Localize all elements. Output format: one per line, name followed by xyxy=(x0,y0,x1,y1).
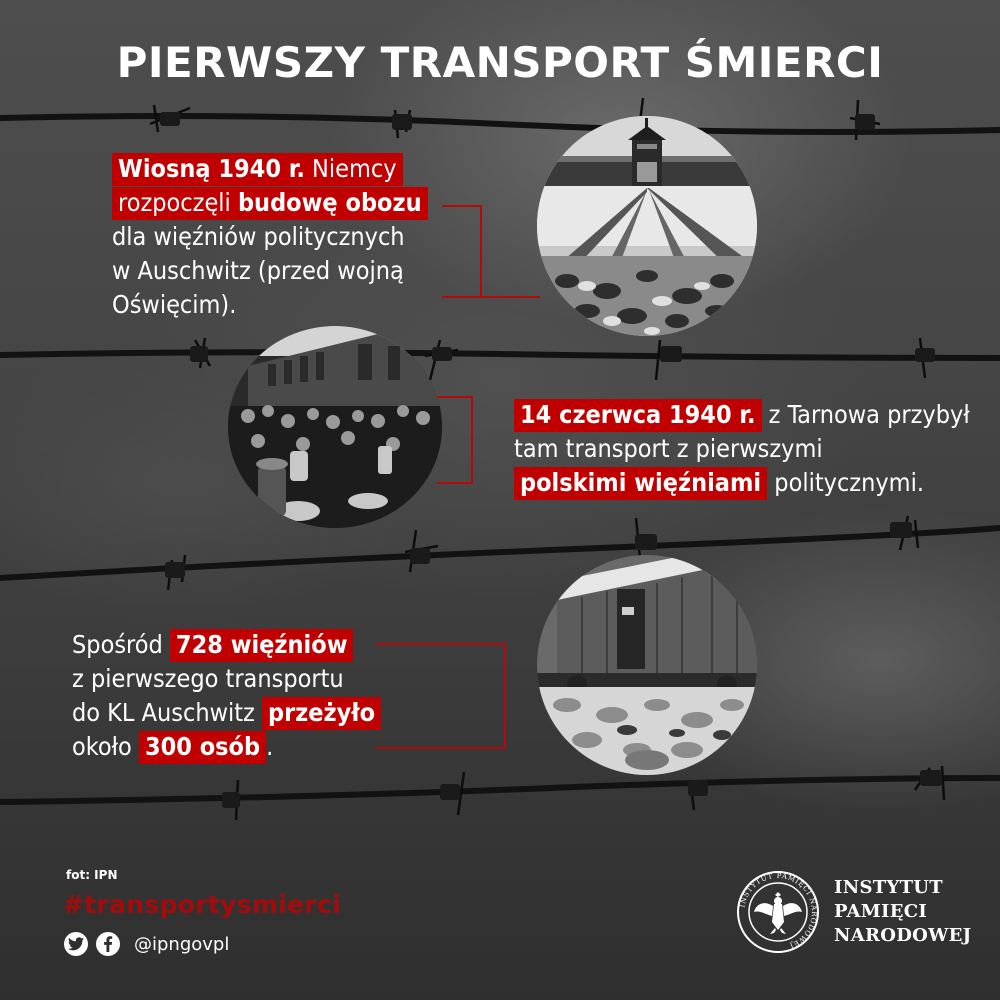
block2-line1: 14 czerwca 1940 r. z Tarnowa przybył xyxy=(514,398,970,432)
photo-birkenau-gate xyxy=(537,116,757,336)
connector-line-3 xyxy=(376,643,506,749)
text-block-june-1940 xyxy=(514,398,970,500)
ipn-name xyxy=(834,876,972,948)
social-handle[interactable]: @ipngovpl xyxy=(134,933,230,955)
photo-credit: fot: IPN xyxy=(66,868,118,882)
svg-text:INSTYTUT PAMIĘCI NARODOWEJ: INSTYTUT PAMIĘCI NARODOWEJ xyxy=(738,871,819,950)
ipn-logo xyxy=(736,870,972,954)
block3-line2: z pierwszego transportu xyxy=(72,664,344,693)
connector-line-1 xyxy=(442,205,482,298)
hashtag[interactable]: #transportysmierci xyxy=(63,890,341,919)
ipn-name-line3: NARODOWEJ xyxy=(834,925,972,946)
ipn-name-line1: INSTYTUT xyxy=(834,877,944,898)
ipn-name-line2: PAMIĘCI xyxy=(834,901,928,922)
connector-line-1-tail xyxy=(480,296,540,298)
block3-line1: Spośród 728 więźniów xyxy=(72,628,381,662)
page-title: PIERWSZY TRANSPORT ŚMIERCI xyxy=(116,38,884,87)
photo-prisoners-train xyxy=(228,326,442,528)
photo-freight-wagon xyxy=(537,555,757,775)
block3-line3: do KL Auschwitz przeżyło xyxy=(72,696,381,730)
block2-line2: tam transport z pierwszymi xyxy=(514,434,823,463)
text-block-spring-1940 xyxy=(112,152,428,322)
block2-line3: polskimi więźniami politycznymi. xyxy=(514,466,970,500)
twitter-icon[interactable] xyxy=(64,932,88,956)
connector-line-2 xyxy=(437,396,473,484)
block3-line4: około 300 osób . xyxy=(72,730,381,764)
block1-line3: dla więźniów politycznych xyxy=(112,222,405,251)
block1-line1: Wiosną 1940 r. Niemcy xyxy=(112,152,428,186)
ipn-seal-eagle-icon xyxy=(736,870,820,954)
block1-line2: rozpoczęli budowę obozu xyxy=(112,186,428,220)
text-block-survivors xyxy=(72,628,381,764)
block1-line5: Oświęcim). xyxy=(112,290,237,319)
social-links xyxy=(64,932,229,956)
block1-line4: w Auschwitz (przed wojną xyxy=(112,256,404,285)
facebook-icon[interactable] xyxy=(96,932,120,956)
